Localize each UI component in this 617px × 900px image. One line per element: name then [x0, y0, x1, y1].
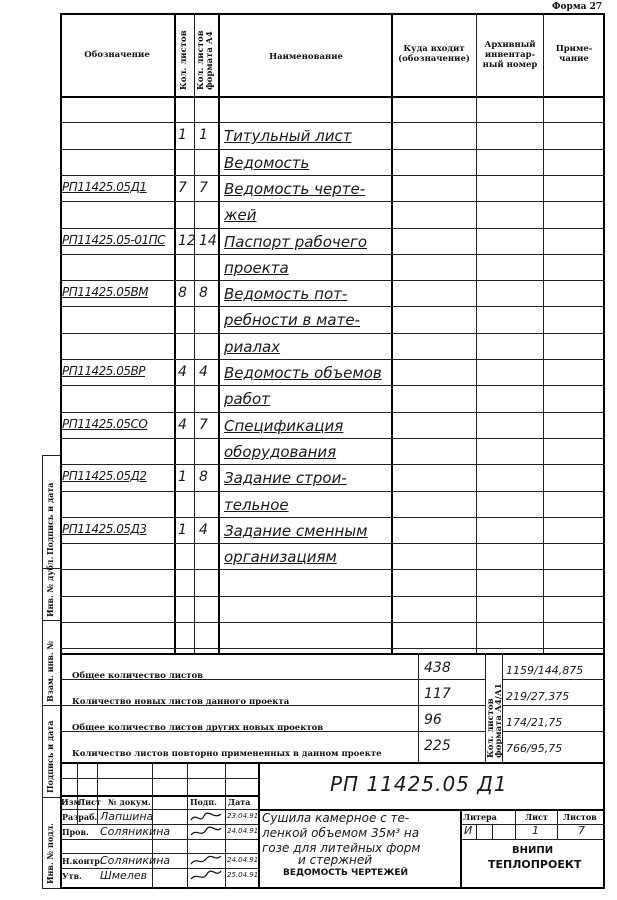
row-name: Ведомость объемов — [224, 364, 382, 382]
stamp-date-developer: 23.04.91 — [227, 812, 259, 820]
side-label-orig-inv: Инв. № подл. — [45, 823, 55, 884]
row-name: организациям — [224, 548, 337, 566]
stamp-col-date: Дата — [228, 797, 251, 807]
stamp-date-norm-control: 24.04.91 — [227, 856, 259, 864]
header-name: Наименование — [269, 52, 343, 62]
stamp-title-line-3: гозе для литейных форм — [262, 841, 421, 855]
row-sheets-count: 7 — [178, 180, 187, 196]
stamp-col-doc: № докум. — [108, 797, 151, 807]
stamp-role-checker: Пров. — [62, 827, 89, 837]
row-sheets-count: 8 — [178, 285, 187, 301]
row-sheets-a4: 1 — [199, 127, 208, 143]
stamp-date-checker: 24.04.91 — [227, 827, 259, 835]
row-sheets-count: 1 — [178, 522, 187, 538]
stamp-col-list: Лист — [78, 797, 101, 807]
row-designation: РП11425.05-01ПС — [62, 233, 166, 247]
side-label-replace-inv: Взам. инв. № — [45, 640, 55, 702]
row-name: жей — [224, 206, 257, 224]
header-note: Приме-чание — [555, 44, 593, 64]
row-sheets-count: 1 — [178, 469, 187, 485]
reused-sheets-label: Количество листов повторно примененных в данном проекте — [72, 749, 382, 759]
stamp-doc-title: ВЕДОМОСТЬ ЧЕРТЕЖЕЙ — [283, 868, 409, 878]
header-where-used: Куда входит (обозначение) — [398, 44, 470, 64]
row-name: Спецификация — [224, 417, 344, 435]
stamp-org-line-1: ВНИПИ — [512, 845, 554, 856]
stamp-litera-label: Литера — [463, 812, 497, 822]
total-sheets-value: 438 — [424, 660, 451, 676]
new-sheets-value: 117 — [424, 686, 451, 702]
stamp-title-line-2: ленкой объемом 35м³ на — [262, 826, 420, 840]
other-sheets-value: 96 — [424, 712, 442, 728]
stamp-name-checker: Соляникина — [100, 825, 171, 838]
row-sheets-a4: 8 — [199, 469, 208, 485]
side-label-dup-inv: Инв. № дубл. — [45, 556, 55, 617]
form-label: Форма 27 — [552, 2, 603, 12]
stamp-col-sign: Подп. — [190, 797, 217, 807]
format-value-1: 1159/144,875 — [506, 664, 584, 677]
row-sheets-a4: 7 — [199, 417, 208, 433]
header-sheets-a4: Кол. листов формата А4 — [196, 30, 215, 90]
row-name: Ведомость пот- — [224, 285, 348, 303]
other-sheets-label: Общее количество листов других новых проектов — [72, 723, 324, 733]
header-designation: Обозначение — [84, 50, 150, 60]
side-label-sign-date: Подпись и дата — [45, 482, 55, 555]
header-archive-no: Архивный инвентар-ный номер — [482, 40, 538, 70]
row-designation: РП11425.05СО — [62, 417, 148, 431]
stamp-role-developer: Разраб. — [62, 812, 98, 822]
row-designation: РП11425.05ВМ — [62, 285, 149, 299]
stamp-name-developer: Лапшина — [100, 810, 154, 823]
row-name: Титульный лист — [224, 127, 352, 145]
new-sheets-label: Количество новых листов данного проекта — [72, 697, 290, 707]
row-sheets-a4: 4 — [199, 522, 208, 538]
reused-sheets-value: 225 — [424, 738, 451, 754]
stamp-litera-value: И — [464, 824, 473, 837]
row-sheets-a4: 14 — [199, 233, 217, 249]
stamp-sheet-value: 1 — [532, 824, 539, 837]
total-sheets-label: Общее количество листов — [72, 671, 204, 681]
row-sheets-count: 1 — [178, 127, 187, 143]
row-designation: РП11425.05Д1 — [62, 180, 147, 194]
stamp-document-code: РП 11425.05 Д1 — [330, 772, 508, 796]
row-name: Задание строи- — [224, 469, 347, 487]
format-value-2: 219/27,375 — [506, 690, 570, 703]
format-value-4: 766/95,75 — [506, 742, 563, 755]
row-name: работ — [224, 390, 270, 408]
stamp-title-line-1: Сушила камерное с те- — [262, 811, 410, 825]
side-label-sign-date-2: Подпись и дата — [45, 720, 55, 793]
row-name: Ведомость черте- — [224, 180, 366, 198]
format-label: Кол. листов формата А4/А1 — [486, 683, 504, 758]
format-value-3: 174/21,75 — [506, 716, 563, 729]
row-name: Паспорт рабочего — [224, 233, 368, 251]
row-name: ребности в мате- — [224, 311, 360, 329]
stamp-name-norm-control: Соляникина — [100, 854, 171, 867]
stamp-name-approver: Шмелев — [100, 869, 148, 882]
stamp-signatures — [188, 810, 224, 888]
stamp-org-line-2: ТЕПЛОПРОЕКТ — [488, 858, 582, 871]
row-name: тельное — [224, 496, 289, 514]
stamp-role-approver: Утв. — [62, 871, 82, 881]
row-name: Задание сменным — [224, 522, 368, 540]
row-designation: РП11425.05Д3 — [62, 522, 147, 536]
row-sheets-a4: 4 — [199, 364, 208, 380]
row-name: оборудования — [224, 443, 337, 461]
row-name: риалах — [224, 338, 281, 356]
row-sheets-count: 4 — [178, 417, 187, 433]
row-sheets-count: 4 — [178, 364, 187, 380]
stamp-col-izm: Изм — [61, 797, 81, 807]
row-designation: РП11425.05Д2 — [62, 469, 147, 483]
row-name: Ведомость — [224, 154, 310, 172]
stamp-sheets-label: Листов — [563, 812, 597, 822]
row-sheets-a4: 8 — [199, 285, 208, 301]
row-sheets-count: 12 — [178, 233, 196, 249]
stamp-role-norm-control: Н.контр. — [62, 856, 103, 866]
row-name: проекта — [224, 259, 289, 277]
stamp-date-approver: 25.04.91 — [227, 871, 259, 879]
stamp-sheet-label: Лист — [525, 812, 548, 822]
header-sheets-count: Кол. листов — [179, 30, 189, 90]
row-sheets-a4: 7 — [199, 180, 208, 196]
stamp-sheets-value: 7 — [578, 824, 585, 837]
stamp-title-line-4: и стержней — [298, 853, 373, 867]
row-designation: РП11425.05ВР — [62, 364, 145, 378]
